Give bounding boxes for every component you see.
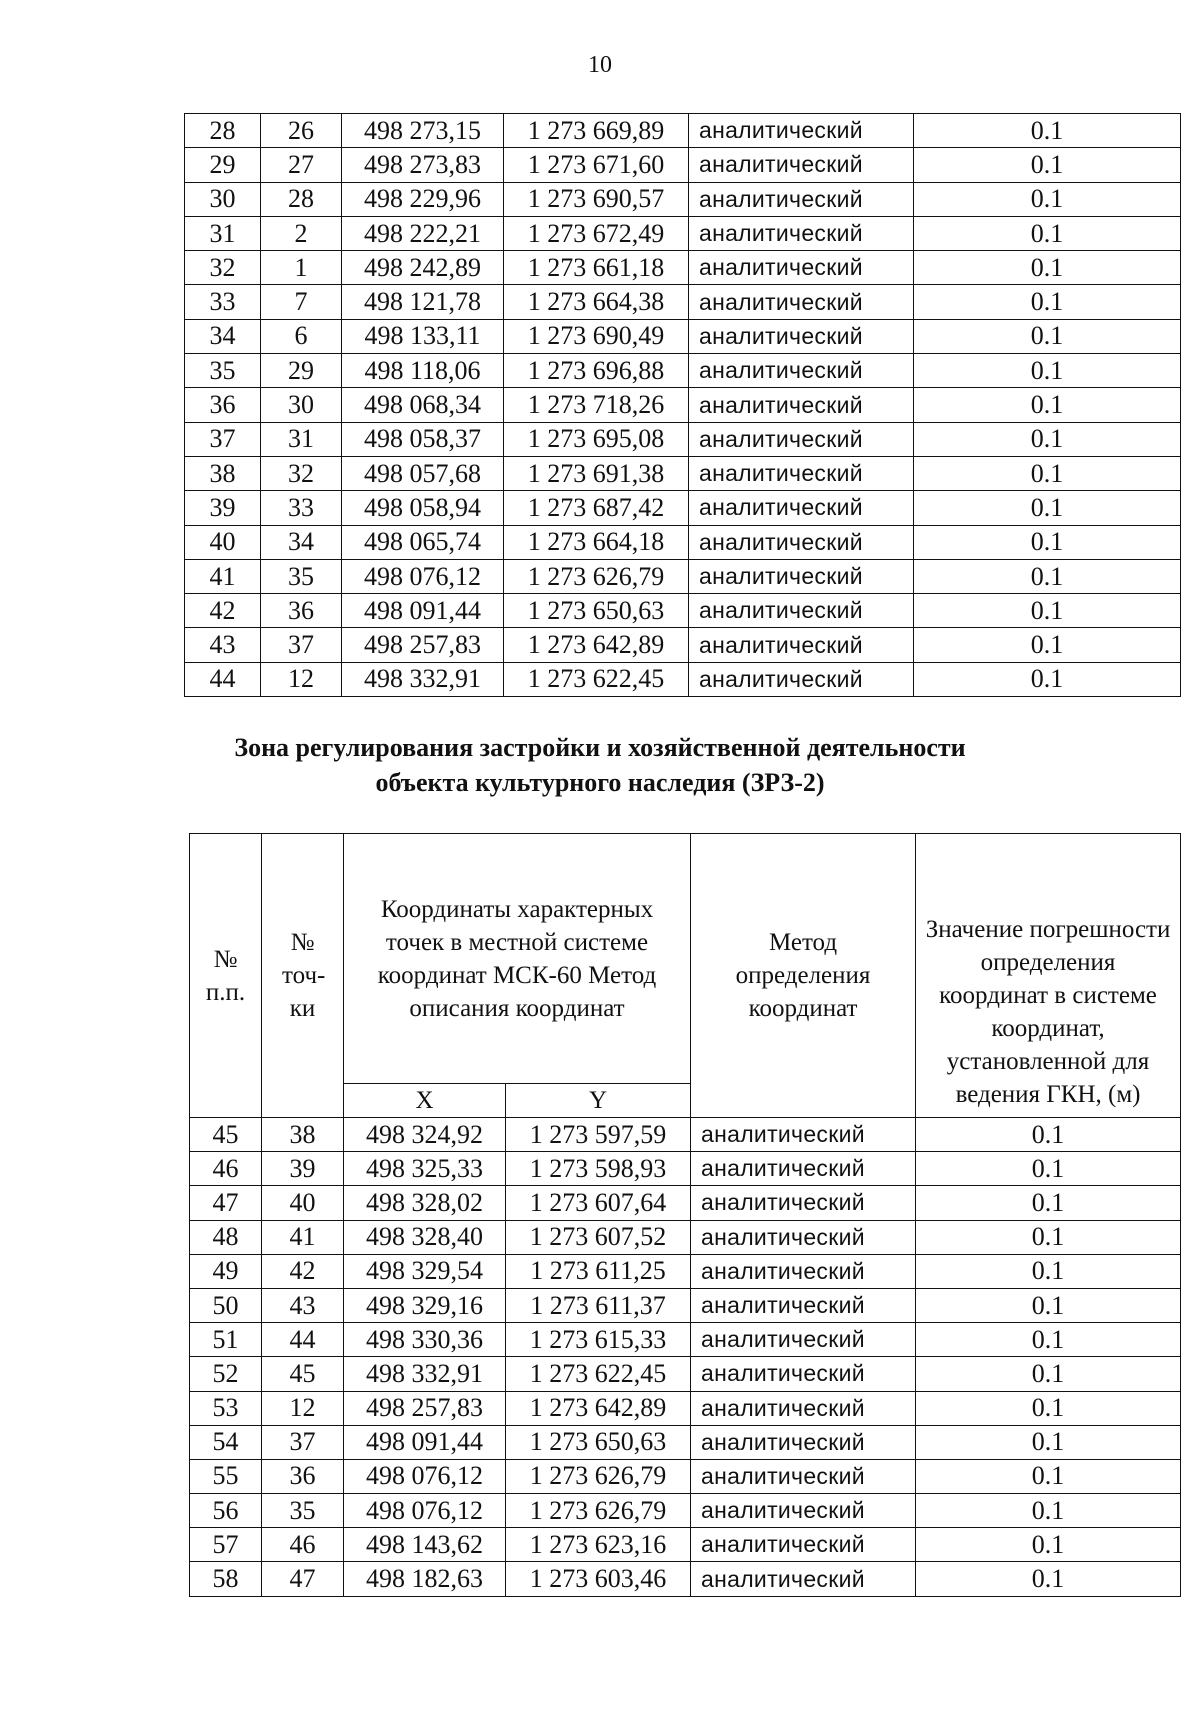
cell-method: аналитический (689, 114, 914, 148)
table2-header (190, 834, 1181, 1118)
cell-accuracy: 0.1 (914, 559, 1181, 593)
cell-method: аналитический (689, 525, 914, 559)
cell-y: 1 273 607,64 (506, 1186, 691, 1220)
cell-y: 1 273 650,63 (506, 1425, 691, 1459)
cell-x: 498 058,94 (342, 491, 504, 525)
cell-y: 1 273 691,38 (504, 456, 689, 490)
cell-method: аналитический (689, 148, 914, 182)
cell-method: аналитический (689, 491, 914, 525)
cell-y: 1 273 615,33 (506, 1323, 691, 1357)
cell-x: 498 257,83 (344, 1391, 506, 1425)
table-row (185, 114, 1181, 148)
cell-point: 33 (261, 491, 342, 525)
cell-x: 498 328,02 (344, 1186, 506, 1220)
cell-accuracy: 0.1 (914, 662, 1181, 696)
cell-method: аналитический (691, 1562, 916, 1596)
table-row (190, 1391, 1181, 1425)
cell-method: аналитический (689, 182, 914, 216)
cell-pp: 28 (185, 114, 261, 148)
cell-point: 1 (261, 251, 342, 285)
cell-point: 37 (261, 628, 342, 662)
cell-accuracy: 0.1 (914, 182, 1181, 216)
cell-y: 1 273 696,88 (504, 354, 689, 388)
cell-accuracy: 0.1 (914, 354, 1181, 388)
cell-point: 35 (262, 1494, 344, 1528)
cell-pp: 41 (185, 559, 261, 593)
table-row (185, 559, 1181, 593)
cell-point: 31 (261, 422, 342, 456)
header-x: X (344, 1084, 506, 1118)
table-row (185, 216, 1181, 250)
cell-accuracy: 0.1 (916, 1562, 1181, 1596)
cell-point: 44 (262, 1323, 344, 1357)
cell-accuracy: 0.1 (914, 422, 1181, 456)
cell-x: 498 182,63 (344, 1562, 506, 1596)
cell-method: аналитический (689, 594, 914, 628)
cell-point: 36 (261, 594, 342, 628)
table-row (190, 1220, 1181, 1254)
page-number: 10 (588, 52, 612, 78)
section-title-line-2: объекта культурного наследия (ЗРЗ-2) (375, 768, 825, 797)
cell-point: 36 (262, 1459, 344, 1493)
cell-method: аналитический (691, 1425, 916, 1459)
cell-accuracy: 0.1 (916, 1186, 1181, 1220)
cell-accuracy: 0.1 (916, 1357, 1181, 1391)
cell-pp: 51 (190, 1323, 262, 1357)
table-row (185, 525, 1181, 559)
cell-x: 498 057,68 (342, 456, 504, 490)
cell-x: 498 091,44 (342, 594, 504, 628)
table-row (185, 422, 1181, 456)
cell-point: 37 (262, 1425, 344, 1459)
cell-pp: 39 (185, 491, 261, 525)
cell-point: 26 (261, 114, 342, 148)
cell-y: 1 273 650,63 (504, 594, 689, 628)
cell-method: аналитический (691, 1357, 916, 1391)
cell-pp: 29 (185, 148, 261, 182)
cell-point: 28 (261, 182, 342, 216)
cell-method: аналитический (691, 1254, 916, 1288)
table-row (185, 251, 1181, 285)
cell-point: 12 (262, 1391, 344, 1425)
cell-x: 498 133,11 (342, 319, 504, 353)
table2-body (190, 1118, 1181, 1597)
cell-pp: 44 (185, 662, 261, 696)
cell-pp: 37 (185, 422, 261, 456)
cell-pp: 48 (190, 1220, 262, 1254)
zrz2-coordinates-table (189, 833, 1181, 1597)
table-row (190, 1357, 1181, 1391)
cell-y: 1 273 642,89 (504, 628, 689, 662)
cell-accuracy: 0.1 (914, 285, 1181, 319)
table-row (190, 1494, 1181, 1528)
cell-pp: 30 (185, 182, 261, 216)
cell-x: 498 118,06 (342, 354, 504, 388)
cell-accuracy: 0.1 (914, 594, 1181, 628)
cell-y: 1 273 598,93 (506, 1152, 691, 1186)
cell-pp: 40 (185, 525, 261, 559)
cell-accuracy: 0.1 (916, 1459, 1181, 1493)
cell-pp: 38 (185, 456, 261, 490)
cell-x: 498 121,78 (342, 285, 504, 319)
table-row (185, 148, 1181, 182)
cell-method: аналитический (689, 285, 914, 319)
cell-x: 498 330,36 (344, 1323, 506, 1357)
cell-accuracy: 0.1 (914, 251, 1181, 285)
cell-accuracy: 0.1 (916, 1528, 1181, 1562)
cell-point: 41 (262, 1220, 344, 1254)
cell-y: 1 273 687,42 (504, 491, 689, 525)
cell-pp: 54 (190, 1425, 262, 1459)
cell-x: 498 222,21 (342, 216, 504, 250)
cell-method: аналитический (691, 1186, 916, 1220)
cell-method: аналитический (689, 628, 914, 662)
table-row (185, 628, 1181, 662)
cell-point: 7 (261, 285, 342, 319)
cell-y: 1 273 695,08 (504, 422, 689, 456)
cell-y: 1 273 690,49 (504, 319, 689, 353)
cell-point: 12 (261, 662, 342, 696)
cell-x: 498 076,12 (344, 1459, 506, 1493)
cell-accuracy: 0.1 (916, 1288, 1181, 1322)
header-point: № точ- ки (262, 834, 344, 1118)
cell-accuracy: 0.1 (914, 456, 1181, 490)
table1-body (185, 114, 1181, 697)
cell-point: 2 (261, 216, 342, 250)
table-row (185, 319, 1181, 353)
cell-pp: 49 (190, 1254, 262, 1288)
cell-accuracy: 0.1 (914, 319, 1181, 353)
cell-x: 498 273,15 (342, 114, 504, 148)
header-coordinates: Координаты характерных точек в местной системе координат МСК-60 Метод описания координат (344, 834, 691, 1084)
cell-accuracy: 0.1 (914, 491, 1181, 525)
table-row (185, 491, 1181, 525)
cell-method: аналитический (691, 1288, 916, 1322)
cell-x: 498 324,92 (344, 1118, 506, 1152)
cell-accuracy: 0.1 (916, 1323, 1181, 1357)
table-row (190, 1562, 1181, 1596)
cell-x: 498 325,33 (344, 1152, 506, 1186)
cell-method: аналитический (689, 251, 914, 285)
section-title (0, 730, 1200, 800)
table-row (190, 1528, 1181, 1562)
cell-point: 27 (261, 148, 342, 182)
cell-point: 30 (261, 388, 342, 422)
cell-accuracy: 0.1 (916, 1391, 1181, 1425)
cell-y: 1 273 622,45 (504, 662, 689, 696)
table-row (185, 456, 1181, 490)
cell-method: аналитический (691, 1220, 916, 1254)
cell-method: аналитический (689, 319, 914, 353)
header-accuracy: Значение погрешности определения координат в системе координат, установленной для ведения ГКН, (м) (916, 834, 1181, 1118)
table-row (190, 1254, 1181, 1288)
cell-y: 1 273 669,89 (504, 114, 689, 148)
cell-x: 498 257,83 (342, 628, 504, 662)
cell-accuracy: 0.1 (916, 1152, 1181, 1186)
cell-y: 1 273 626,79 (506, 1494, 691, 1528)
table-row (185, 182, 1181, 216)
cell-pp: 58 (190, 1562, 262, 1596)
cell-x: 498 229,96 (342, 182, 504, 216)
cell-accuracy: 0.1 (916, 1118, 1181, 1152)
cell-accuracy: 0.1 (914, 216, 1181, 250)
cell-y: 1 273 603,46 (506, 1562, 691, 1596)
header-method: Метод определения координат (691, 834, 916, 1118)
cell-y: 1 273 718,26 (504, 388, 689, 422)
cell-pp: 42 (185, 594, 261, 628)
cell-pp: 56 (190, 1494, 262, 1528)
cell-accuracy: 0.1 (914, 148, 1181, 182)
cell-pp: 31 (185, 216, 261, 250)
cell-x: 498 076,12 (342, 559, 504, 593)
cell-x: 498 143,62 (344, 1528, 506, 1562)
cell-accuracy: 0.1 (914, 628, 1181, 662)
cell-x: 498 242,89 (342, 251, 504, 285)
table-row (190, 1186, 1181, 1220)
cell-point: 38 (262, 1118, 344, 1152)
cell-pp: 43 (185, 628, 261, 662)
cell-pp: 45 (190, 1118, 262, 1152)
cell-point: 39 (262, 1152, 344, 1186)
cell-method: аналитический (689, 354, 914, 388)
cell-x: 498 332,91 (342, 662, 504, 696)
cell-point: 42 (262, 1254, 344, 1288)
table-row (185, 594, 1181, 628)
cell-x: 498 332,91 (344, 1357, 506, 1391)
cell-y: 1 273 626,79 (506, 1459, 691, 1493)
cell-y: 1 273 642,89 (506, 1391, 691, 1425)
cell-method: аналитический (691, 1494, 916, 1528)
cell-x: 498 091,44 (344, 1425, 506, 1459)
cell-y: 1 273 671,60 (504, 148, 689, 182)
cell-point: 46 (262, 1528, 344, 1562)
cell-pp: 47 (190, 1186, 262, 1220)
cell-method: аналитический (689, 559, 914, 593)
cell-y: 1 273 661,18 (504, 251, 689, 285)
cell-pp: 53 (190, 1391, 262, 1425)
cell-y: 1 273 597,59 (506, 1118, 691, 1152)
cell-method: аналитический (691, 1528, 916, 1562)
cell-point: 35 (261, 559, 342, 593)
cell-pp: 33 (185, 285, 261, 319)
cell-x: 498 329,16 (344, 1288, 506, 1322)
cell-y: 1 273 611,25 (506, 1254, 691, 1288)
cell-point: 34 (261, 525, 342, 559)
cell-accuracy: 0.1 (916, 1494, 1181, 1528)
cell-method: аналитический (691, 1459, 916, 1493)
cell-point: 47 (262, 1562, 344, 1596)
cell-accuracy: 0.1 (916, 1220, 1181, 1254)
cell-method: аналитический (691, 1323, 916, 1357)
cell-accuracy: 0.1 (914, 114, 1181, 148)
cell-method: аналитический (689, 456, 914, 490)
cell-y: 1 273 623,16 (506, 1528, 691, 1562)
cell-y: 1 273 607,52 (506, 1220, 691, 1254)
cell-pp: 52 (190, 1357, 262, 1391)
cell-y: 1 273 622,45 (506, 1357, 691, 1391)
cell-y: 1 273 672,49 (504, 216, 689, 250)
cell-point: 43 (262, 1288, 344, 1322)
header-y: Y (506, 1084, 691, 1118)
coordinates-table-continued (184, 113, 1181, 697)
header-pp: № п.п. (190, 834, 262, 1118)
cell-method: аналитический (691, 1391, 916, 1425)
cell-accuracy: 0.1 (916, 1254, 1181, 1288)
cell-method: аналитический (689, 662, 914, 696)
cell-method: аналитический (689, 216, 914, 250)
table-row (185, 388, 1181, 422)
table-row (190, 1323, 1181, 1357)
table-row (185, 354, 1181, 388)
cell-y: 1 273 626,79 (504, 559, 689, 593)
cell-pp: 50 (190, 1288, 262, 1322)
cell-point: 29 (261, 354, 342, 388)
cell-pp: 34 (185, 319, 261, 353)
cell-y: 1 273 664,38 (504, 285, 689, 319)
cell-pp: 32 (185, 251, 261, 285)
cell-method: аналитический (689, 422, 914, 456)
cell-x: 498 273,83 (342, 148, 504, 182)
cell-pp: 36 (185, 388, 261, 422)
cell-x: 498 076,12 (344, 1494, 506, 1528)
cell-x: 498 058,37 (342, 422, 504, 456)
cell-x: 498 065,74 (342, 525, 504, 559)
cell-method: аналитический (689, 388, 914, 422)
cell-y: 1 273 611,37 (506, 1288, 691, 1322)
cell-point: 32 (261, 456, 342, 490)
table-row (185, 662, 1181, 696)
table-row (190, 1459, 1181, 1493)
cell-accuracy: 0.1 (916, 1425, 1181, 1459)
cell-point: 40 (262, 1186, 344, 1220)
section-title-line-1: Зона регулирования застройки и хозяйственной деятельности (234, 733, 966, 762)
cell-pp: 46 (190, 1152, 262, 1186)
cell-x: 498 329,54 (344, 1254, 506, 1288)
cell-point: 6 (261, 319, 342, 353)
cell-accuracy: 0.1 (914, 525, 1181, 559)
cell-x: 498 328,40 (344, 1220, 506, 1254)
cell-method: аналитический (691, 1118, 916, 1152)
table-row (190, 1152, 1181, 1186)
cell-pp: 55 (190, 1459, 262, 1493)
cell-pp: 57 (190, 1528, 262, 1562)
cell-pp: 35 (185, 354, 261, 388)
cell-y: 1 273 664,18 (504, 525, 689, 559)
table-row (190, 1288, 1181, 1322)
cell-y: 1 273 690,57 (504, 182, 689, 216)
table-row (190, 1118, 1181, 1152)
cell-method: аналитический (691, 1152, 916, 1186)
cell-point: 45 (262, 1357, 344, 1391)
table-row (190, 1425, 1181, 1459)
cell-accuracy: 0.1 (914, 388, 1181, 422)
cell-x: 498 068,34 (342, 388, 504, 422)
table-row (185, 285, 1181, 319)
